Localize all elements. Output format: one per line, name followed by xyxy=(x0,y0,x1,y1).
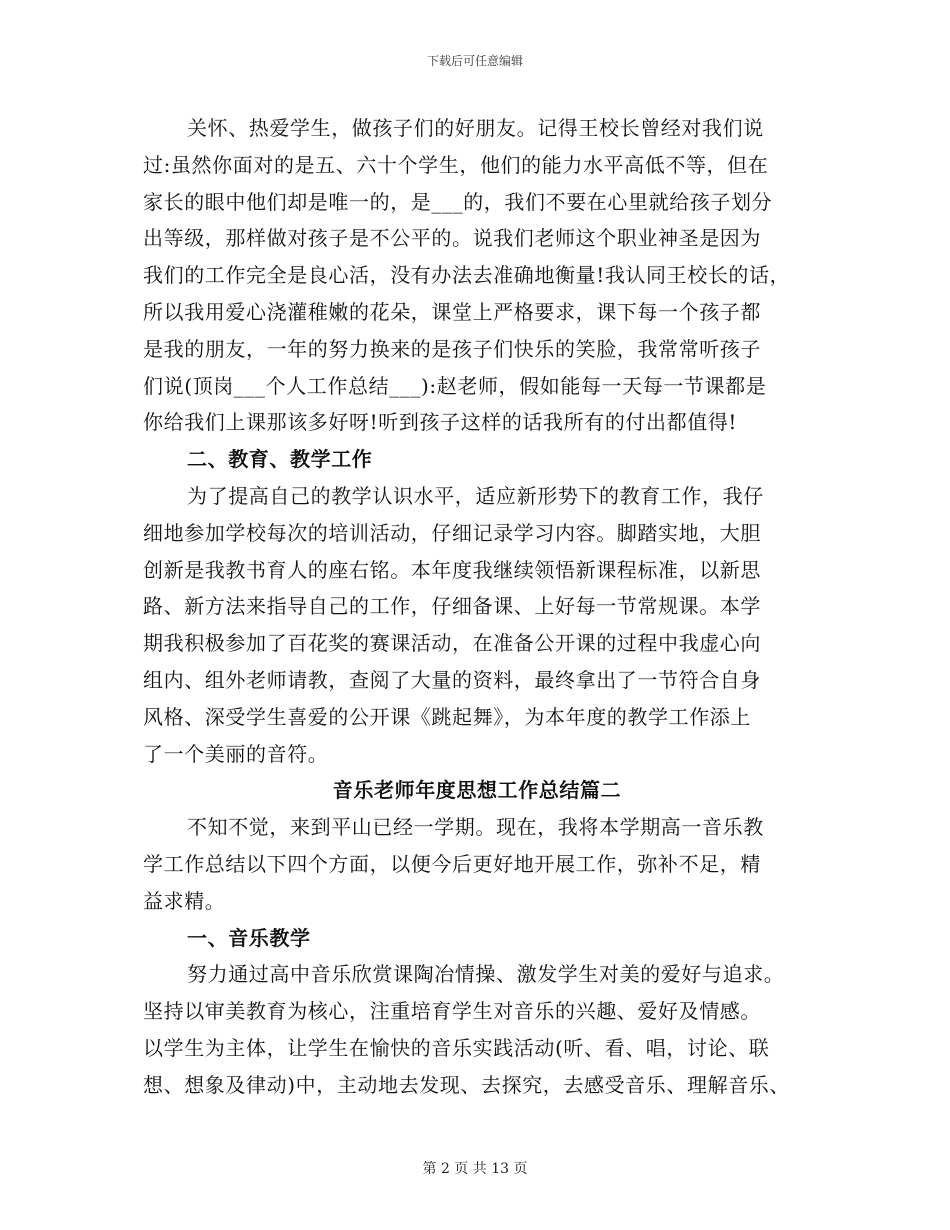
paragraph-line: 是我的朋友，一年的努力换来的是孩子们快乐的笑脸，我常常听孩子 xyxy=(143,336,761,361)
paragraph-line: 以学生为主体，让学生在愉快的音乐实践活动(听、看、唱，讨论、联 xyxy=(143,1035,770,1060)
page-header: 下载后可任意编辑 xyxy=(426,54,523,68)
paragraph-line: 风格、深受学生喜爱的公开课《跳起舞》，为本年度的教学工作添上 xyxy=(143,704,751,729)
section-heading: 一、音乐教学 xyxy=(187,925,311,950)
paragraph-line: 过:虽然你面对的是五、六十个学生，他们的能力水平高低不等，但在 xyxy=(143,152,769,177)
paragraph-line: 我们的工作完全是良心活，没有办法去准确地衡量!我认同王校长的话， xyxy=(143,263,791,288)
paragraph-line: 家长的眼中他们却是唯一的，是___的，我们不要在心里就给孩子划分 xyxy=(143,189,773,214)
paragraph-line: 出等级，那样做对孩子是不公平的。说我们老师这个职业神圣是因为 xyxy=(143,226,761,251)
section-heading: 二、教育、教学工作 xyxy=(187,447,373,472)
paragraph-line: 为了提高自己的教学认识水平，适应新形势下的教育工作，我仔 xyxy=(187,483,764,508)
article-title: 音乐老师年度思想工作总结篇二 xyxy=(332,778,622,803)
paragraph-line: 所以我用爱心浇灌稚嫩的花朵，课堂上严格要求，课下每一个孩子都 xyxy=(143,299,761,324)
paragraph-line: 细地参加学校每次的培训活动，仔细记录学习内容。脚踏实地，大胆 xyxy=(143,520,761,545)
paragraph-line: 了一个美丽的音符。 xyxy=(143,741,329,766)
paragraph-line: 学工作总结以下四个方面，以便今后更好地开展工作，弥补不足，精 xyxy=(143,851,761,876)
page-footer: 第 2 页 共 13 页 xyxy=(422,1161,528,1177)
paragraph-line: 想、想象及律动)中，主动地去发现、去探究，去感受音乐、理解音乐、 xyxy=(143,1072,791,1097)
paragraph-line: 期我积极参加了百花奖的赛课活动，在准备公开课的过程中我虚心向 xyxy=(143,631,761,656)
paragraph-line: 路、新方法来指导自己的工作，仔细备课、上好每一节常规课。本学 xyxy=(143,594,761,619)
paragraph-line: 益求精。 xyxy=(143,888,226,913)
paragraph-line: 创新是我教书育人的座右铭。本年度我继续领悟新课程标准，以新思 xyxy=(143,557,761,582)
document-body xyxy=(143,110,811,1104)
paragraph-line: 们说(顶岗___个人工作总结___):赵老师，假如能每一天每一节课都是 xyxy=(143,373,767,398)
paragraph-line: 不知不觉，来到平山已经一学期。现在，我将本学期高一音乐教 xyxy=(187,815,764,840)
paragraph-line: 组内、组外老师请教，查阅了大量的资料，最终拿出了一节符合自身 xyxy=(143,667,761,692)
paragraph-line: 坚持以审美教育为核心，注重培育学生对音乐的兴趣、爱好及情感。 xyxy=(143,999,761,1024)
paragraph-line: 努力通过高中音乐欣赏课陶冶情操、激发学生对美的爱好与追求。 xyxy=(187,962,785,987)
paragraph-line: 你给我们上课那该多好呀!听到孩子这样的话我所有的付出都值得! xyxy=(143,410,738,435)
paragraph-line: 关怀、热爱学生，做孩子们的好朋友。记得王校长曾经对我们说 xyxy=(187,116,764,140)
